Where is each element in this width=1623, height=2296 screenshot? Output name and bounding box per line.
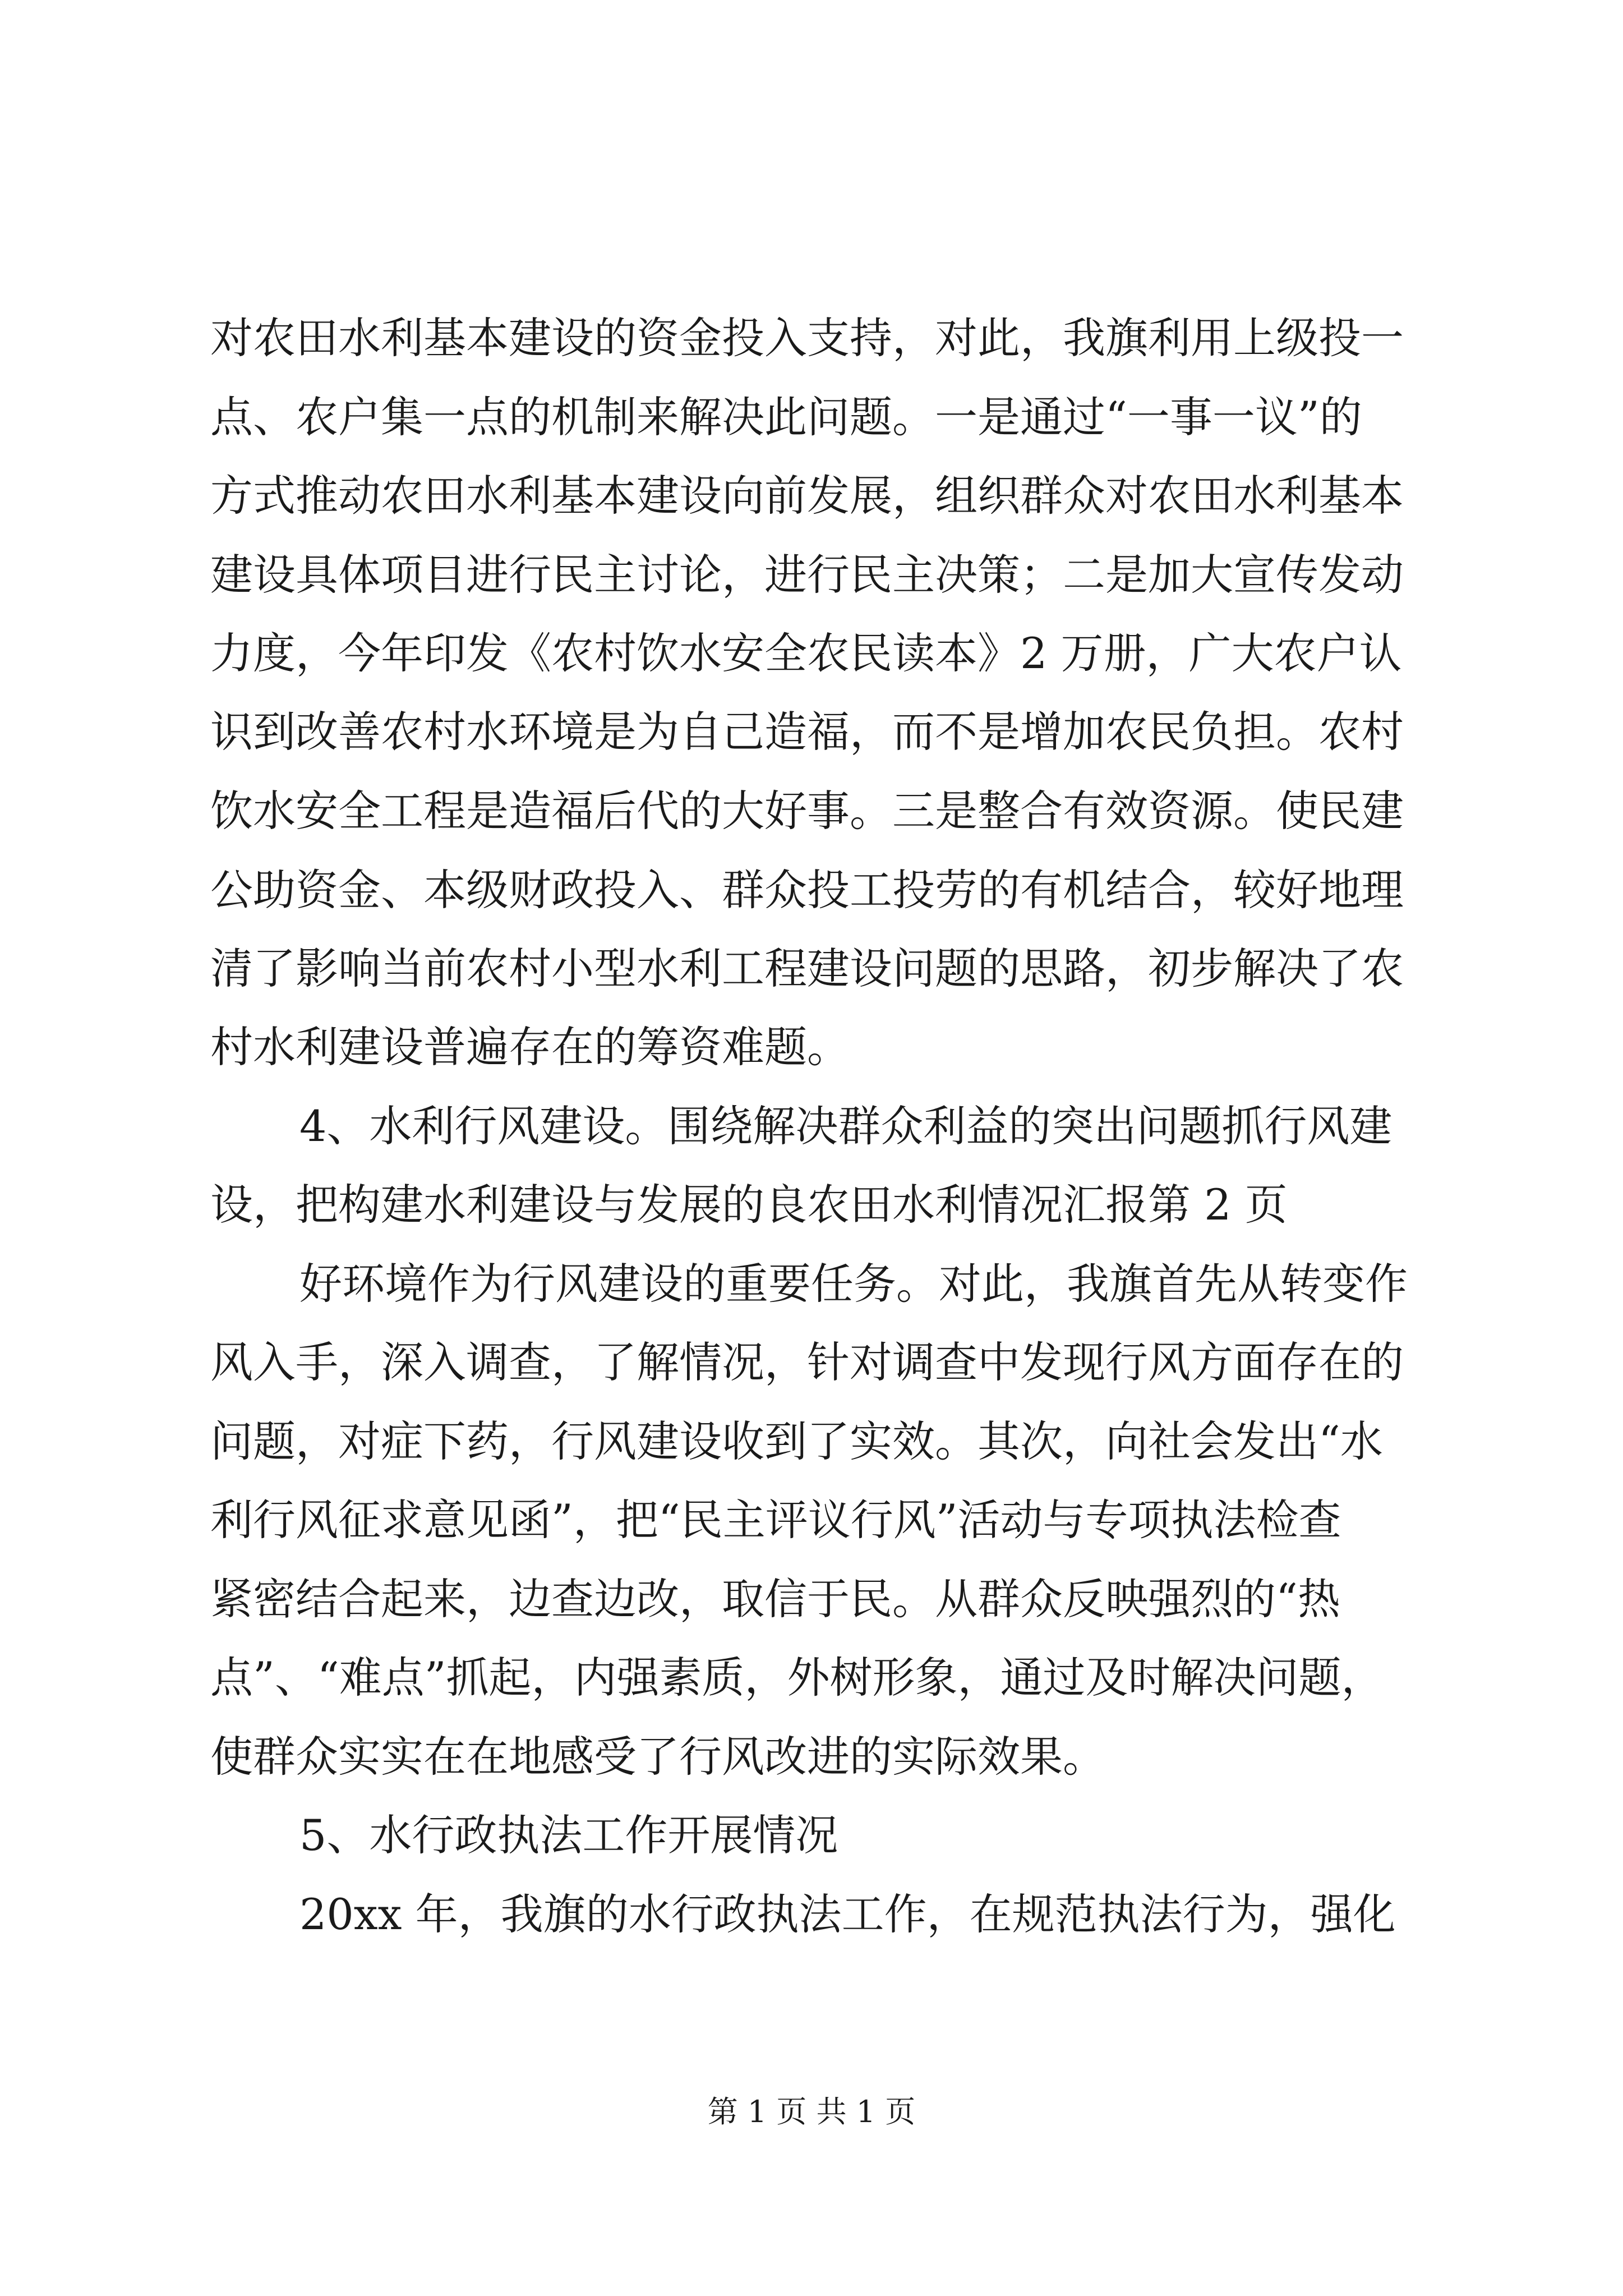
body-text-line: 方式推动农田水利基本建设向前发展，组织群众对农田水利基本	[210, 471, 1404, 521]
body-text-line: 识到改善农村水环境是为自己造福，而不是增加农民负担。农村	[210, 707, 1404, 757]
body-text-line: 风入手，深入调查，了解情况，针对调查中发现行风方面存在的	[210, 1337, 1404, 1387]
body-text-line: 公助资金、本级财政投入、群众投工投劳的有机结合，较好地理	[210, 865, 1404, 915]
body-text-line: 建设具体项目进行民主讨论，进行民主决策；二是加大宣传发动	[210, 550, 1404, 600]
body-text-line: 利行风征求意见函”，把“民主评议行风”活动与专项执法检查	[210, 1495, 1341, 1545]
body-text-line: 力度，今年印发《农村饮水安全农民读本》2 万册，广大农户认	[210, 628, 1402, 678]
page-footer: 第 1 页 共 1 页	[707, 2094, 916, 2129]
section-heading-line: 5、水行政执法工作开展情况	[299, 1810, 838, 1860]
body-text-line: 点、农户集一点的机制来解决此问题。一是通过“一事一议”的	[210, 392, 1362, 442]
body-text-line: 好环境作为行风建设的重要任务。对此，我旗首先从转变作	[299, 1259, 1408, 1309]
body-text-line: 紧密结合起来，边查边改，取信于民。从群众反映强烈的“热	[210, 1574, 1340, 1624]
body-text-line: 设，把构建水利建设与发展的良农田水利情况汇报第 2 页	[210, 1180, 1288, 1230]
body-text-line: 使群众实实在在地感受了行风改进的实际效果。	[210, 1732, 1105, 1782]
body-text-line: 问题，对症下药，行风建设收到了实效。其次，向社会发出“水	[210, 1416, 1383, 1466]
body-text-line: 点”、“难点”抓起，内强素质，外树形象，通过及时解决问题，	[210, 1653, 1384, 1703]
body-text-line: 村水利建设普遍存在的筹资难题。	[210, 1022, 850, 1072]
body-text-line: 20xx 年，我旗的水行政执法工作，在规范执法行为，强化	[299, 1889, 1396, 1939]
paragraph-heading-line: 4、水利行风建设。围绕解决群众利益的突出问题抓行风建	[299, 1101, 1393, 1151]
body-text-line: 清了影响当前农村小型水利工程建设问题的思路，初步解决了农	[210, 944, 1404, 993]
body-text-line: 对农田水利基本建设的资金投入支持，对此，我旗利用上级投一	[210, 313, 1404, 363]
body-text-line: 饮水安全工程是造福后代的大好事。三是整合有效资源。使民建	[210, 786, 1404, 836]
